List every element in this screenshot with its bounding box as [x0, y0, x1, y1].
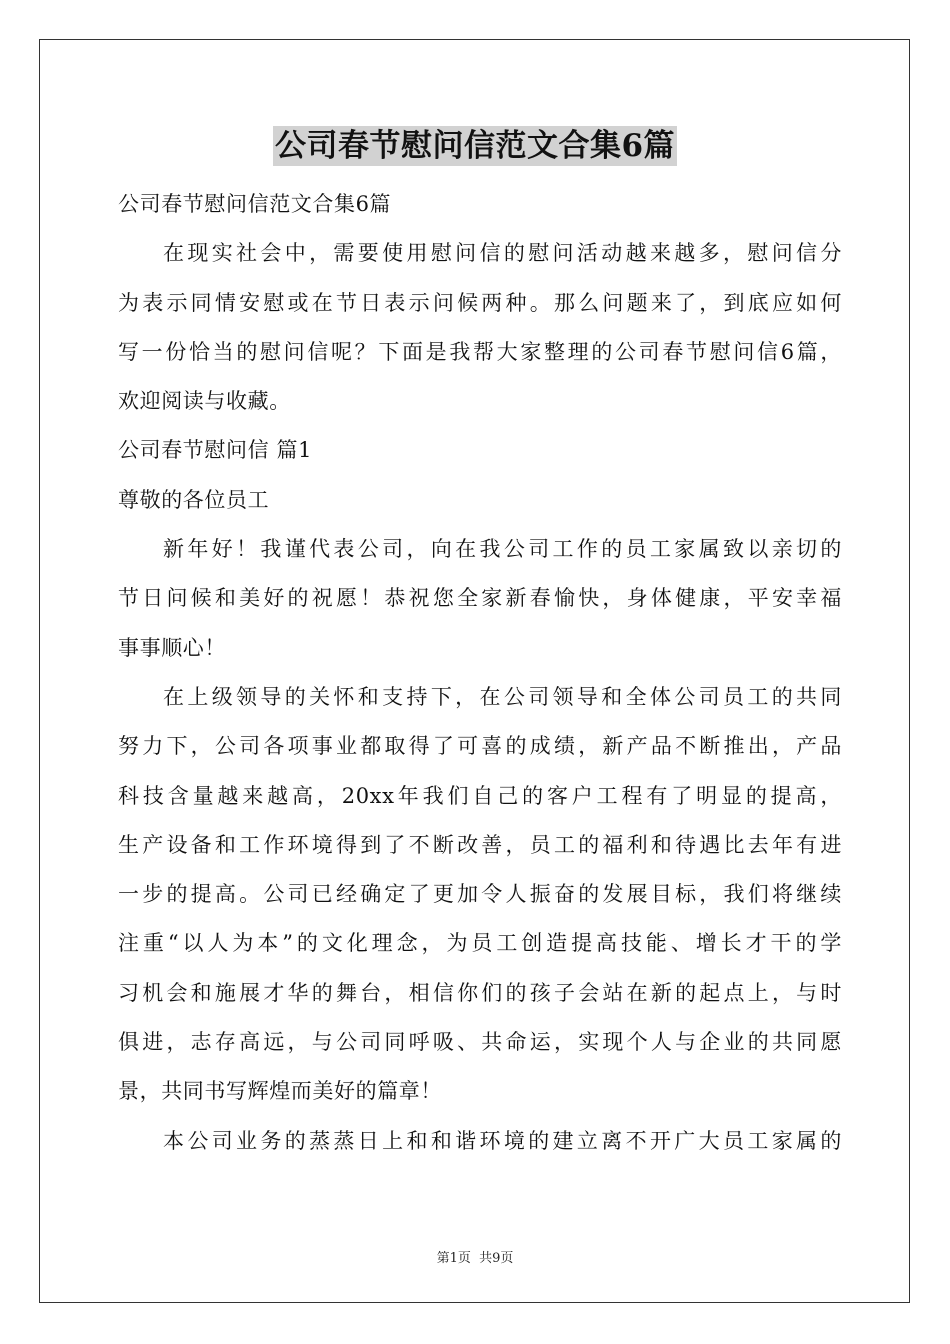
text-line: 努力下，公司各项事业都取得了可喜的成绩，新产品不断推出，产品 [118, 734, 842, 759]
page-number: 第1页 [436, 1251, 471, 1266]
document-title: 公司春节慰问信范文合集6篇 [274, 128, 676, 164]
text-line: 节日问候和美好的祝愿！恭祝您全家新春愉快，身体健康，平安幸福 [118, 586, 842, 611]
text-line: 写一份恰当的慰问信呢？下面是我帮大家整理的公司春节慰问信6篇， [118, 339, 842, 364]
text-line: 俱进，志存高远，与公司同呼吸、共命运，实现个人与企业的共同愿 [118, 1030, 842, 1055]
text-line: 生产设备和工作环境得到了不断改善，员工的福利和待遇比去年有进 [118, 832, 842, 857]
text-line: 在现实社会中，需要使用慰问信的慰问活动越来越多，慰问信分 [163, 241, 842, 266]
page-total: 共9页 [479, 1251, 514, 1266]
text-line: 尊敬的各位员工 [118, 487, 270, 512]
text-line: 公司春节慰问信 篇1 [118, 438, 313, 463]
text-line: 在上级领导的关怀和支持下，在公司领导和全体公司员工的共同 [163, 684, 842, 709]
text-line: 景，共同书写辉煌而美好的篇章！ [118, 1079, 442, 1104]
text-line: 为表示同情安慰或在节日表示问候两种。那么问题来了，到底应如何 [118, 290, 842, 315]
title-container [0, 126, 950, 166]
text-line: 注重“以人为本”的文化理念，为员工创造提高技能、增长才干的学 [118, 931, 842, 956]
text-line: 新年好！我谨代表公司，向在我公司工作的员工家属致以亲切的 [163, 537, 842, 562]
text-line: 公司春节慰问信范文合集6篇 [118, 192, 392, 216]
text-line: 本公司业务的蒸蒸日上和和谐环境的建立离不开广大员工家属的 [163, 1128, 842, 1153]
text-line: 欢迎阅读与收藏。 [118, 389, 291, 414]
text-line: 一步的提高。公司已经确定了更加令人振奋的发展目标，我们将继续 [118, 882, 842, 907]
document-body [118, 180, 842, 1166]
text-line: 科技含量越来越高，20xx年我们自己的客户工程有了明显的提高， [118, 783, 842, 808]
page-footer [0, 1247, 950, 1266]
text-line: 习机会和施展才华的舞台，相信你们的孩子会站在新的起点上，与时 [118, 980, 842, 1005]
text-line: 事事顺心！ [118, 635, 226, 660]
